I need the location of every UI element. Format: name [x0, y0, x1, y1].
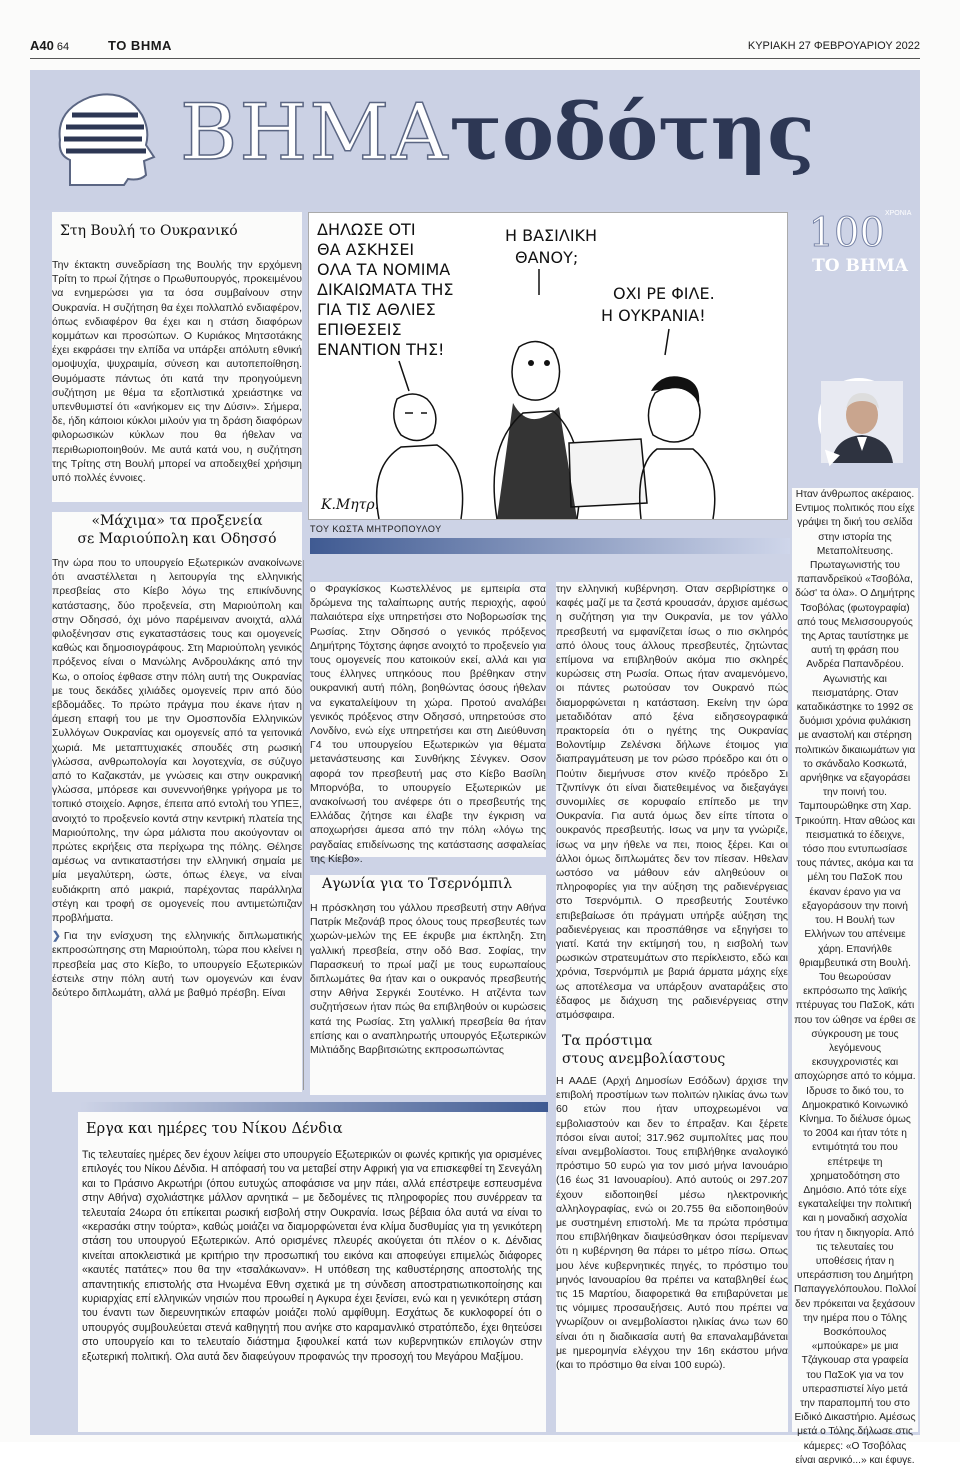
anniversary-badge: [800, 210, 920, 290]
bubble2-line: ΘΑΝΟΥ;: [515, 248, 579, 267]
head-profile-icon: [50, 85, 160, 195]
sidebar-body: Ηταν άνθρωπος ακέραιος. Εντιμος πολιτικός που είχε γράψει τη δική του σελίδα στην ιστορία της Μεταπολίτευσης. Πρωταγωνιστής του παπανδρεϊκού «Τσοβόλα, δώσ' τα όλα». Ο Δημήτρης Τσοβόλας (φωτογραφία) από τους Μελισσουργούς της Αρτας ταυτίστηκε με αυτή τη φράση που Ανδρέα Παπανδρέου. Αγωνιστής και πεισματάρης. Οταν καταδικάστηκε το 1992 σε δυόμισι χρόνια φυλάκιση με αναστολή και στέρηση πολιτικών δικαιωμάτων για το σκάνδαλο Κοσκωτά, αρνήθηκε να εξαγοράσει την ποινή του. Ταμπουρώθηκε στη Χαρ. Τρικούπη. Ηταν αθώος και πεισματικά το έδειχνε, τόσο που εντυπωσίασε τους πάντες, ακόμα και τα μέλη του ΠαΣοΚ που έκαναν έρανο για να εξαγοράσουν την ποινή του. Η Βουλή των Ελλήνων του απένειμε χάρη. Επανήλθε θριαμβευτικά στη Βουλή. Του θεωρούσαν εκπρόσωπο της λαϊκής πτέρυγας του ΠαΣοΚ, κάτι που τον ώθησε να έρθει σε σύγκρουση με τους λεγόμενους εκσυγχρονιστές και αποχώρησε από το κόμμα. Ιδρυσε το δικό του, το Δημοκρατικό Κοινωνικό Κίνημα. Το διέλυσε όμως το 2004 και ήταν τότε η εντιμότητά του που επέτρεψε τη χρηματοδότηση στο Δημόσιο. Από τότε είχε εγκαταλείψει την πολιτική και η μοναδική ασχολία του ήταν η δικηγορία. Από τις τελευταίες του υποθέσεις ήταν η υπεράσπιση του Δημήτρη Παπαγγελόπουλου. Πολλοί δεν πρόκειται να ξεχάσουν την ημέρα που ο Τόλης Βοσκόπουλος «μπούκαρε» με μια Τζάγκουαρ στα γραφεία του ΠαΣοΚ για να τον υπερασπιστεί λίγο μετά την παραπομπή του στο Ειδικό Δικαστήριο. Αμέσως μετά ο Τόλης δήλωσε στις κάμερες: «Ο Τσοβόλας είναι αερνικό...» και έφυγε.: [794, 489, 916, 1466]
page-header: [30, 36, 920, 58]
article-tsernobil-continued: [556, 582, 788, 1050]
cartoonist-signature: Κ.Μητρ.: [321, 497, 380, 513]
bubble3-line: Η ΟΥΚΡΑΝΙΑ!: [601, 306, 706, 325]
bubble1-line: ΕΝΑΝΤΙΟΝ ΤΗΣ!: [317, 340, 445, 359]
header-rule: [30, 58, 920, 59]
column-divider: [303, 560, 304, 1090]
article-title-line1: Τα πρόστιμα: [562, 1033, 653, 1049]
article-body: Την έκτακτη συνεδρίαση της Βουλής την ερχόμενη Τρίτη το πρωί ζήτησε ο Πρωθυπουργός, προκειμένου να ενημερώσει για τα όσα συμβαίνουν στην Ουκρανία. Η συζήτηση θα έχει πολλαπλό ενδιαφέρον, όπως ενδιαφέρον θα έχει και η στάση διαφόρων κομμάτων και προσώπων. Ο Κυριάκος Μητσοτάκης έχει εκφράσει την ελπίδα να υπάρξει απόλυτη εθνική ομοψυχία, ψυχραιμία, σύνεση και αυτοπεποίθηση. Θυμόμαστε πάντως ότι κατά την προηγούμενη συζήτηση με θέμα τα εξοπλιστικά χρειάστηκε να υπενθυμιστεί ότι «ανήκομεν εις την Δύσιν». Σήμερα, δε, ήδη κάποιοι κύκλοι μιλούν για τη δράση διαφόρων φιλορωσικών κύκλων που θα ήθελαν να περιθωριοποιηθούν. Με αυτά κατά νου, η συζήτηση της Τρίτης στη Βουλή μπορεί να αποδειχθεί χρήσιμη υπό πολλές έννοιες.: [52, 259, 302, 485]
article-proxeneia: [52, 512, 302, 1092]
article-title-line2: σε Μαριούπολη και Οδησσό: [77, 531, 277, 547]
bubble1-line: ΔΗΛΩΣΕ ΟΤΙ: [317, 220, 416, 239]
article-body: Η πρόσκληση του γάλλου πρεσβευτή στην Αθήνα Πατρίκ Μεζονάβ προς όλους τους πρεσβευτές των χωρών-μελών της ΕΕ έκρυβε μια έκπληξη. Στη γαλλική πρεσβεία, στην οδό Βασ. Σοφίας, την Παρασκευή το πρωί μαζί με τους ευρωπαίους διπλωμάτες θα ήταν και ο ουκρανός πρεσβευτής στην Αθήνα Σεργκέι Σουτένκο. Η ατζέντα των συζητήσεων ήταν πώς θα επιβληθούν οι κυρώσεις κατά της Ρωσίας. Στη γαλλική πρεσβεία θα ήταν επίσης και ο αναπληρωτής υπουργός Εξωτερικών Μιλτιάδης Βαρβιτσιώτης εκπροσωπώντας: [310, 902, 546, 1057]
article-body-continued: ❯ Για την ενίσχυση της ελληνικής διπλωματικής εκπροσώπησης στη Μαριούπολη, τώρα που κλείνει η πρεσβεία μας στο Κίεβο, το υπουργείο Εξωτερικών έστειλε στην πόλη αυτή των ομογενών και έναν δεύτερο διπλωμάτη, αλλά με βαθμό πρέσβη. Είναι: [52, 930, 302, 1000]
section-accent-bar: [80, 1102, 548, 1112]
article-tsernobil: [310, 875, 546, 1095]
bubble2-line: Η ΒΑΣΙΛΙΚΗ: [505, 226, 598, 245]
article-body: Τις τελευταίες ημέρες δεν έχουν λείψει στο υπουργείο Εξωτερικών οι φωνές κριτικής για ορισμένες επιλογές του Νίκου Δένδια. Η απόφασή του να μεταβεί στην Αφρική για να επισκεφθεί τη Σενεγάλη και το Πράσινο Ακρωτήρι (όπου ευτυχώς αποφάσισε να μην πάει, αλλά επέστρεψε εσπευσμένα στην Αθήνα) σχολιάστηκε μάλλον αρνητικά – με δεδομένες τις πληροφορίες που συνέρρεαν τα τελευταία 24ωρα ότι επίκειται ρωσική εισβολή στην Ουκρανία. Ισως βέβαια όλα αυτά να είναι το «κερασάκι στην τούρτα», καθώς μοιάζει να διαμορφώνεται ένα κλίμα δυσθυμίας για τη γενικότερη στάση του υπουργού Εξωτερικών. Από ορισμένες πλευρές ακούγεται ότι πλέον ο κ. Δένδιας κινείται αποκλειστικά με κριτήριο την προσωπική του εικόνα και αποφεύγει επιμελώς διάφορες «καυτές πατάτες» που θα την «τσαλάκωναν». Η υπόθεση της καθυστέρησης αποστολής της απαντητικής επιστολής στα Ηνωμένα Εθνη σχετικά με τη σύνδεση αποστρατιωτικοποίησης και κυριαρχίας επί ελληνικών νησιών που προωθεί η Αγκυρα έχει ξενίσει, ενώ και η γενικότερη στάση του έναντι των διερευνητικών επαφών μοιάζει πολύ αμφίθυμη. Εσχάτως δε κυκλοφορεί ότι ο υπουργός συμβουλεύεται στενά καθηγητή που ανήκε στο καραμανλικό στρατόπεδο, έχει θητεύσει στο υπουργείο και το τελευταίο διάστημα ξιφουλκεί κατά των κυβερνητικών επιλογών στην εξωτερική πολιτική. Ολα αυτά δεν διαφεύγουν προφανώς την προσοχή του Μεγάρου Μαξίμου.: [82, 1149, 542, 1363]
article-title: Εργα και ημέρες του Νίκου Δένδια: [86, 1121, 343, 1137]
editorial-cartoon: [308, 212, 788, 520]
column-masthead: [30, 70, 920, 210]
article-dendias: [78, 1112, 546, 1432]
article-body: Την ώρα που το υπουργείο Εξωτερικών ανακοίνωνε ότι αναστέλλεται η λειτουργία της ελληνικής πρεσβείας στο Κίεβο λόγω της επικίνδυνης κατάστασης, δύο προξενεία, στη Μαριούπολη και στην Οδησσό, όχι μόνο παρέμειναν ανοιχτά, αλλά φιλοξένησαν στις εγκαταστάσεις τους και ομογενείς καθώς και δημοσιογράφους. Στη Μαριούπολη γενικός πρόξενος είναι ο Μανώλης Ανδρουλάκης από την Κω, ο οποίος έφθασε στην πόλη αυτή της Ουκρανίας με τους δεκάδες χιλιάδες ομογενείς πριν από δύο εβδομάδες. Το πρώτο πράγμα που έκανε ήταν η άμεση επαφή του με την Ομοσπονδία Ελληνικών Συλλόγων Ουκρανίας και ομογενείς από τα γειτονικά χωριά. Με μεταπτυχιακές σπουδές στη ρωσική γλώσσα, ανθρωπολογία και λογοτεχνία, σε σύζυγο από το Καζακστάν, με γνώσεις και στην ουκρανική γλώσσα, μπόρεσε και συνεννοήθηκε γρήγορα με το τοπικό στοιχείο. Αφησε, έπειτα από εντολή του ΥΠΕΞ, ανοιχτό το προξενείο κοντά στην κεντρική πλατεία της Μαριούπολης, την ώρα μάλιστα που ακούγονταν οι πρώτες εκρήξεις στα περίχωρα της πόλης. Θέλησε αμέσως να αντικαταστήσει την ελληνική σημαία με μία μεγαλύτερη, ώστε, όπως έλεγε, να είναι ευδιάκριτη από μακριά, παρέχοντας παράλληλα στέγη και τροφή σε ομογενείς που αντιμετώπιζαν προβλήματα.: [52, 557, 302, 925]
badge-label: ΤΟ ΒΗΜΑ: [812, 256, 908, 276]
cartoon-drawing: [309, 213, 787, 519]
bullet-arrow-icon: ❯: [52, 930, 61, 943]
bubble1-line: ΓΙΑ ΤΙΣ ΑΘΛΙΕΣ: [317, 300, 436, 319]
bubble1-line: ΔΙΚΑΙΩΜΑΤΑ ΤΗΣ: [317, 280, 454, 299]
article-body: ο Φραγκίσκος Κωστελλένος με εμπειρία στα δρώμενα της ταλαίπωρης αυτής περιοχής, αφού παλαιότερα είχε υπηρετήσει στο Νοβορωσίσκ της Ρωσίας. Στην Οδησσό ο γενικός πρόξενος Δημήτρης Τόχτσης άφησε ανοιχτό το προξενείο για τους ομογενείς που κατοικούν εκεί, αλλά και για τους έλληνες υπηκόους που βρέθηκαν στην ουκρανική αυτή πόλη, βοηθώντας όσους ήθελαν να εγκαταλείψουν τη χώρα. Προτού αναλάβει γενικός πρόξενος στην Οδησσό, υπηρετούσε στο Λονδίνο, ενώ είχε υπηρετήσει και στη Διεύθυνση Γ4 του υπουργείου Εξωτερικών για θέματα μετανάστευσης και Συνθήκης Σένγκεν. Οσον αφορά τον πρεσβευτή μας στο Κίεβο Βασίλη Μπορνόβα, το υπουργείο Εξωτερικών με ανακοίνωσή του ανέφερε ότι ο πρεσβευτής της Ελλάδας ζήτησε και έλαβε την έγκριση να αποχωρήσει άμεσα από την πόλη «λόγω της ραγδαίας επιδείνωσης της κατάστασης ασφαλείας της Κίεβο».: [310, 583, 546, 865]
article-title-line2: στους ανεμβολίαστους: [562, 1051, 726, 1067]
article-body: την ελληνική κυβέρνηση. Οταν σερβιρίστηκε ο καφές μαζί με τα ζεστά κρουασάν, άρχισε αμέσως η συζήτηση για την Ουκρανία, με τον γάλλο πρεσβευτή να εμφανίζεται ίσως ο πιο σκληρός από όλους τους άλλους πρεσβευτές, ζητώντας επίμονα να επιβληθούν ακόμα πιο σκληρές κυρώσεις στη Ρωσία. Οπως ήταν αναμενόμενο, οι πάντες ρωτούσαν τον Ουκρανό πώς διαμορφώνεται η κατάσταση. Εκείνη την ώρα μεταδιδόταν από ξένα ειδησεογραφικά πρακτορεία ότι ο ηγέτης της Ουκρανίας Βολοντίμιρ Ζελένσκι δήλωνε έτοιμος για διαπραγμάτευση με τον ρώσο πρόεδρο και ότι ο Πούτιν διεμήνυσε στον κινέζο πρόεδρο Σι Τζινπίνγκ ότι είναι διατεθειμένος να διεξαγάγει συνομιλίες σε κορυφαίο επίπεδο με την Ουκρανία. Για αυτά όμως δεν είπε τίποτα ο ουκρανός πρεσβευτής. Ισως να μην τα γνώριζε, ίσως να μην ήθελε να πει, ποιος ξέρει. Και οι άλλοι όμως διπλωμάτες δεν τον πίεσαν. Ηθελαν ωστόσο να μάθουν εάν αληθεύουν οι πληροφορίες για την αύξηση της ραδιενέργειας στο Τσερνόμπιλ. Ο πρεσβευτής Σουτένκο επιβεβαίωσε ότι πράγματι υπήρξε αύξηση της ραδιενέργειας και προσπάθησε να εξηγήσει το γιατί. Κατά την εκτίμησή του, η εισβολή των ρωσικών στρατευμάτων στο περίκλειστο, εδώ και χρόνια, Τσερνόμπιλ με βαριά άρματα μάχης είχε ως αποτέλεσμα να υπάρξουν αναταράξεις στο έδαφος με διάχυση της ραδιενέργειας στην ατμόσφαιρα.: [556, 583, 788, 1022]
bubble1-line: ΘΑ ΑΣΚΗΣΕΙ: [317, 240, 415, 259]
publication-name: ΤΟ ΒΗΜΑ: [108, 38, 172, 53]
article-prostima: [556, 1032, 788, 1432]
issue-date: ΚΥΡΙΑΚΗ 27 ΦΕΒΡΟΥΑΡΙΟΥ 2022: [747, 40, 920, 52]
badge-number: 100: [808, 210, 885, 256]
bubble1-line: ΟΛΑ ΤΑ ΝΟΜΙΜΑ: [317, 260, 451, 279]
bubble1-line: ΕΠΙΘΕΣΕΙΣ: [317, 320, 402, 339]
badge-sup: ΧΡΟΝΙΑ: [884, 210, 912, 217]
article-title: Στη Βουλή το Ουκρανικό: [60, 223, 238, 239]
article-title-line1: «Μάχιμα» τα προξενεία: [91, 513, 263, 529]
portrait-photo: [818, 378, 900, 460]
cartoon-credit: ΤΟΥ ΚΩΣΤΑ ΜΗΤΡΟΠΟΥΛΟΥ: [310, 524, 442, 534]
sidebar-tsovolas: [792, 488, 918, 1466]
column-title: ΒΗΜΑτοδότης: [180, 87, 815, 178]
bubble3-line: ΟΧΙ ΡΕ ΦΙΛΕ.: [613, 284, 715, 303]
article-body: Η ΑΑΔΕ (Αρχή Δημοσίων Εσόδων) άρχισε την επιβολή προστίμων των πολιτών ηλικίας άνω των 60 ετών που ήταν υποχρεωμένοι να εμβολιαστούν και δεν το έπραξαν. Και ξέρετε πόσοι είναι αυτοί; 317.962 συμπολίτες μας που είναι ανεμβολίαστοι. Τους επιβλήθηκε αναλογικό πρόστιμο 50 ευρώ για τον μισό μήνα Ιανουάριο (16 έως 31 Ιανουαρίου). Από αυτούς οι 297.207 έχουν ειδοποιηθεί μέσω ηλεκτρονικής αλληλογραφίας, ενώ οι 20.755 θα ειδοποιηθούν με συστημένη επιστολή. Με τα πρώτα πρόστιμα που επιβλήθηκαν διαψεύσθηκαν όσοι περίμεναν ότι η κυβέρνηση θα πάρει το μέτρο πίσω. Οπως μου λένε κυβερνητικές πηγές, το πρόστιμο του μηνός Ιανουαρίου θα πρέπει να καταβληθεί έως τις 15 Μαρτίου, διαφορετικά θα επιβαρύνεται με τις νόμιμες προσαυξήσεις. Αυτό που πρέπει να γνωρίζουν οι ανεμβολίαστοι ηλικίας άνω των 60 είναι ότι η διαδικασία αυτή θα επαναλαμβάνεται με ημερομηνία ελέγχου την 16η εκάστου μήνα (και το πρόστιμο θα είναι 100 ευρώ).: [556, 1075, 788, 1372]
article-proxeneia-continued: [310, 582, 546, 865]
page-label: A40 64: [30, 38, 70, 53]
article-title: Αγωνία για το Τσερνόμπιλ: [322, 876, 513, 892]
article-vouli: [52, 212, 302, 502]
cartoon-credit-bar: [310, 538, 790, 554]
